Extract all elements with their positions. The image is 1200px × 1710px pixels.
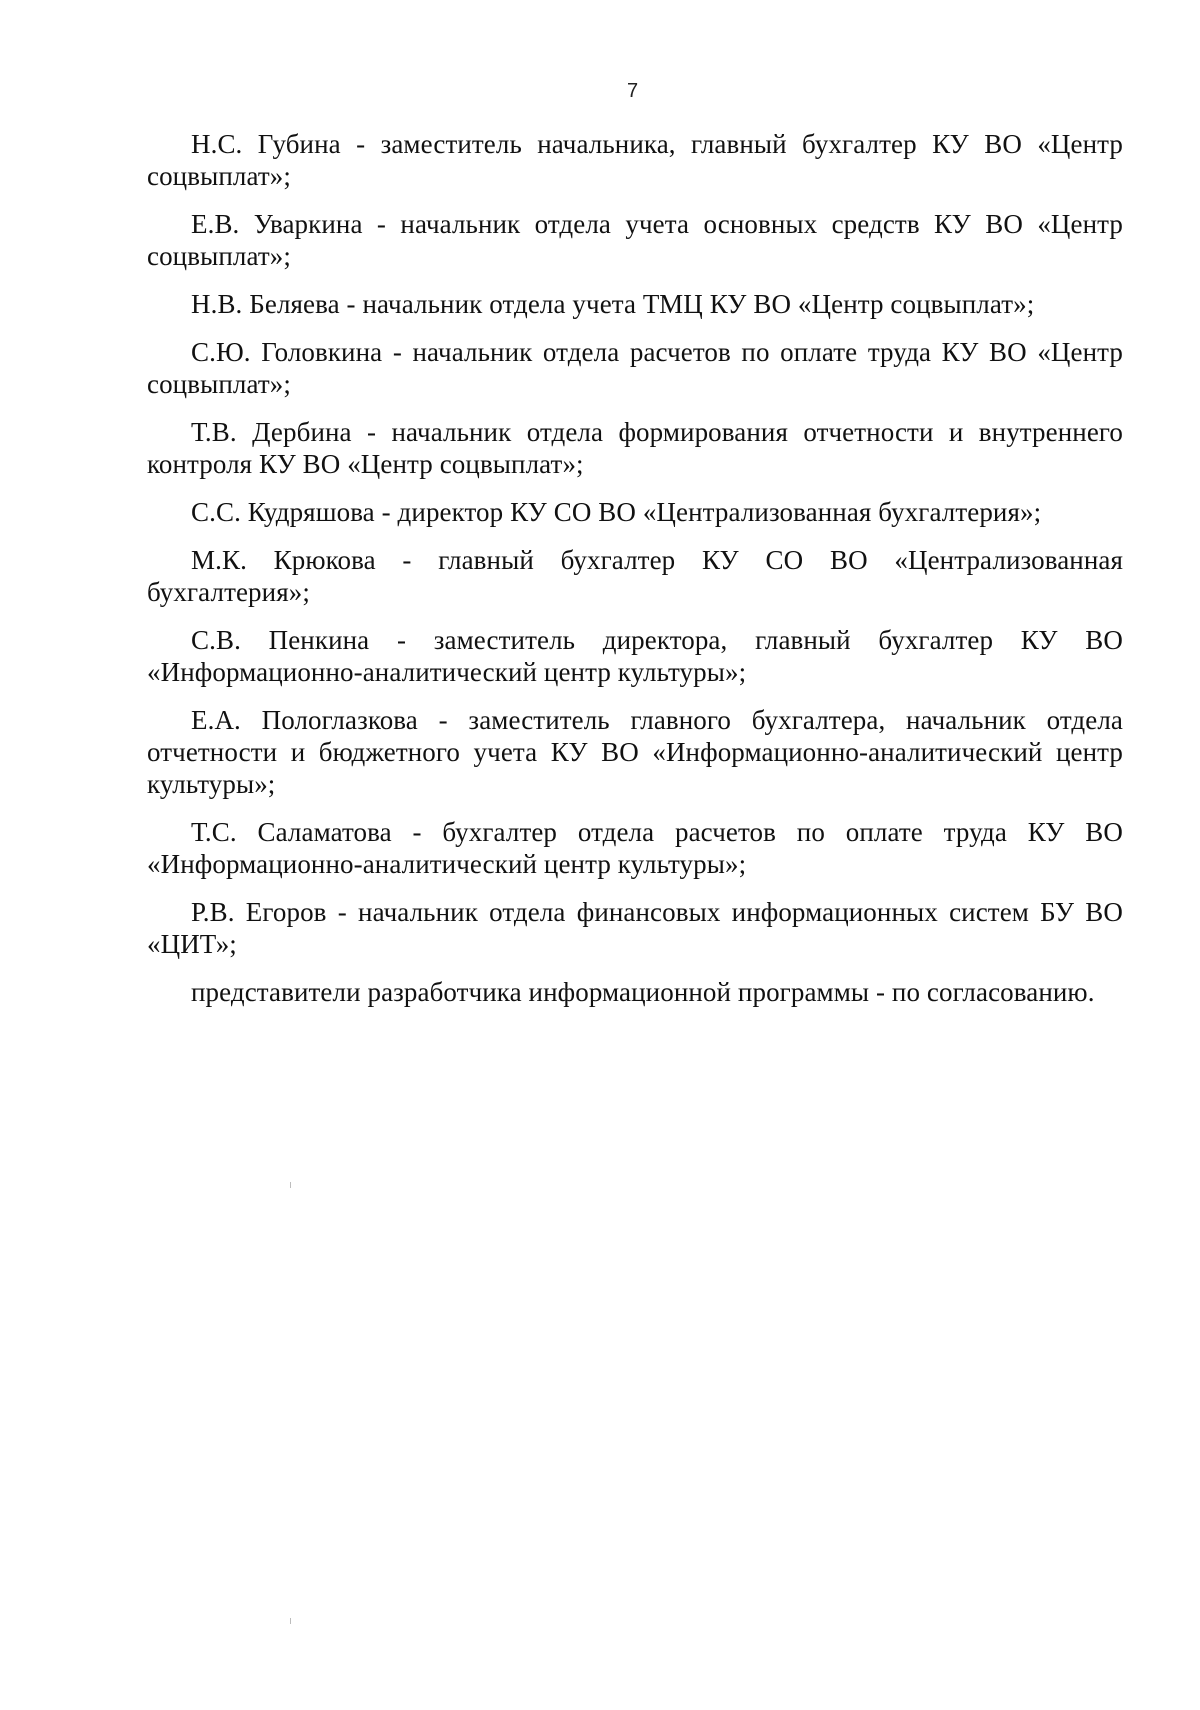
list-item: Е.В. Уваркина - начальник отдела учета основных средств КУ ВО «Центр соцвыплат»; — [147, 209, 1123, 271]
scan-artifact — [290, 1618, 291, 1624]
list-item: Е.А. Пологлазкова - заместитель главного бухгалтера, начальник отдела отчетности и бюджетного учета КУ ВО «Информационно-аналитический центр культуры»; — [147, 705, 1123, 799]
list-item: Н.В. Беляева - начальник отдела учета ТМЦ КУ ВО «Центр соцвыплат»; — [191, 289, 1035, 319]
list-item: Р.В. Егоров - начальник отдела финансовых информационных систем БУ ВО «ЦИТ»; — [147, 897, 1123, 959]
page-number: 7 — [626, 80, 639, 102]
list-item: М.К. Крюкова - главный бухгалтер КУ СО ВО «Централизованная бухгалтерия»; — [147, 545, 1123, 607]
list-item: С.В. Пенкина - заместитель директора, главный бухгалтер КУ ВО «Информационно-аналитический центр культуры»; — [147, 625, 1123, 687]
list-item: представители разработчика информационной программы - по согласованию. — [191, 977, 1095, 1007]
list-item: С.Ю. Головкина - начальник отдела расчетов по оплате труда КУ ВО «Центр соцвыплат»; — [147, 337, 1123, 399]
list-item: Т.В. Дербина - начальник отдела формирования отчетности и внутреннего контроля КУ ВО «Центр соцвыплат»; — [147, 417, 1123, 479]
list-item: С.С. Кудряшова - директор КУ СО ВО «Централизованная бухгалтерия»; — [191, 497, 1042, 527]
scan-artifact — [290, 1182, 291, 1188]
list-item: Т.С. Саламатова - бухгалтер отдела расчетов по оплате труда КУ ВО «Информационно-аналитический центр культуры»; — [147, 817, 1123, 879]
list-item: Н.С. Губина - заместитель начальника, главный бухгалтер КУ ВО «Центр соцвыплат»; — [147, 129, 1123, 191]
member-list — [147, 128, 1123, 1024]
